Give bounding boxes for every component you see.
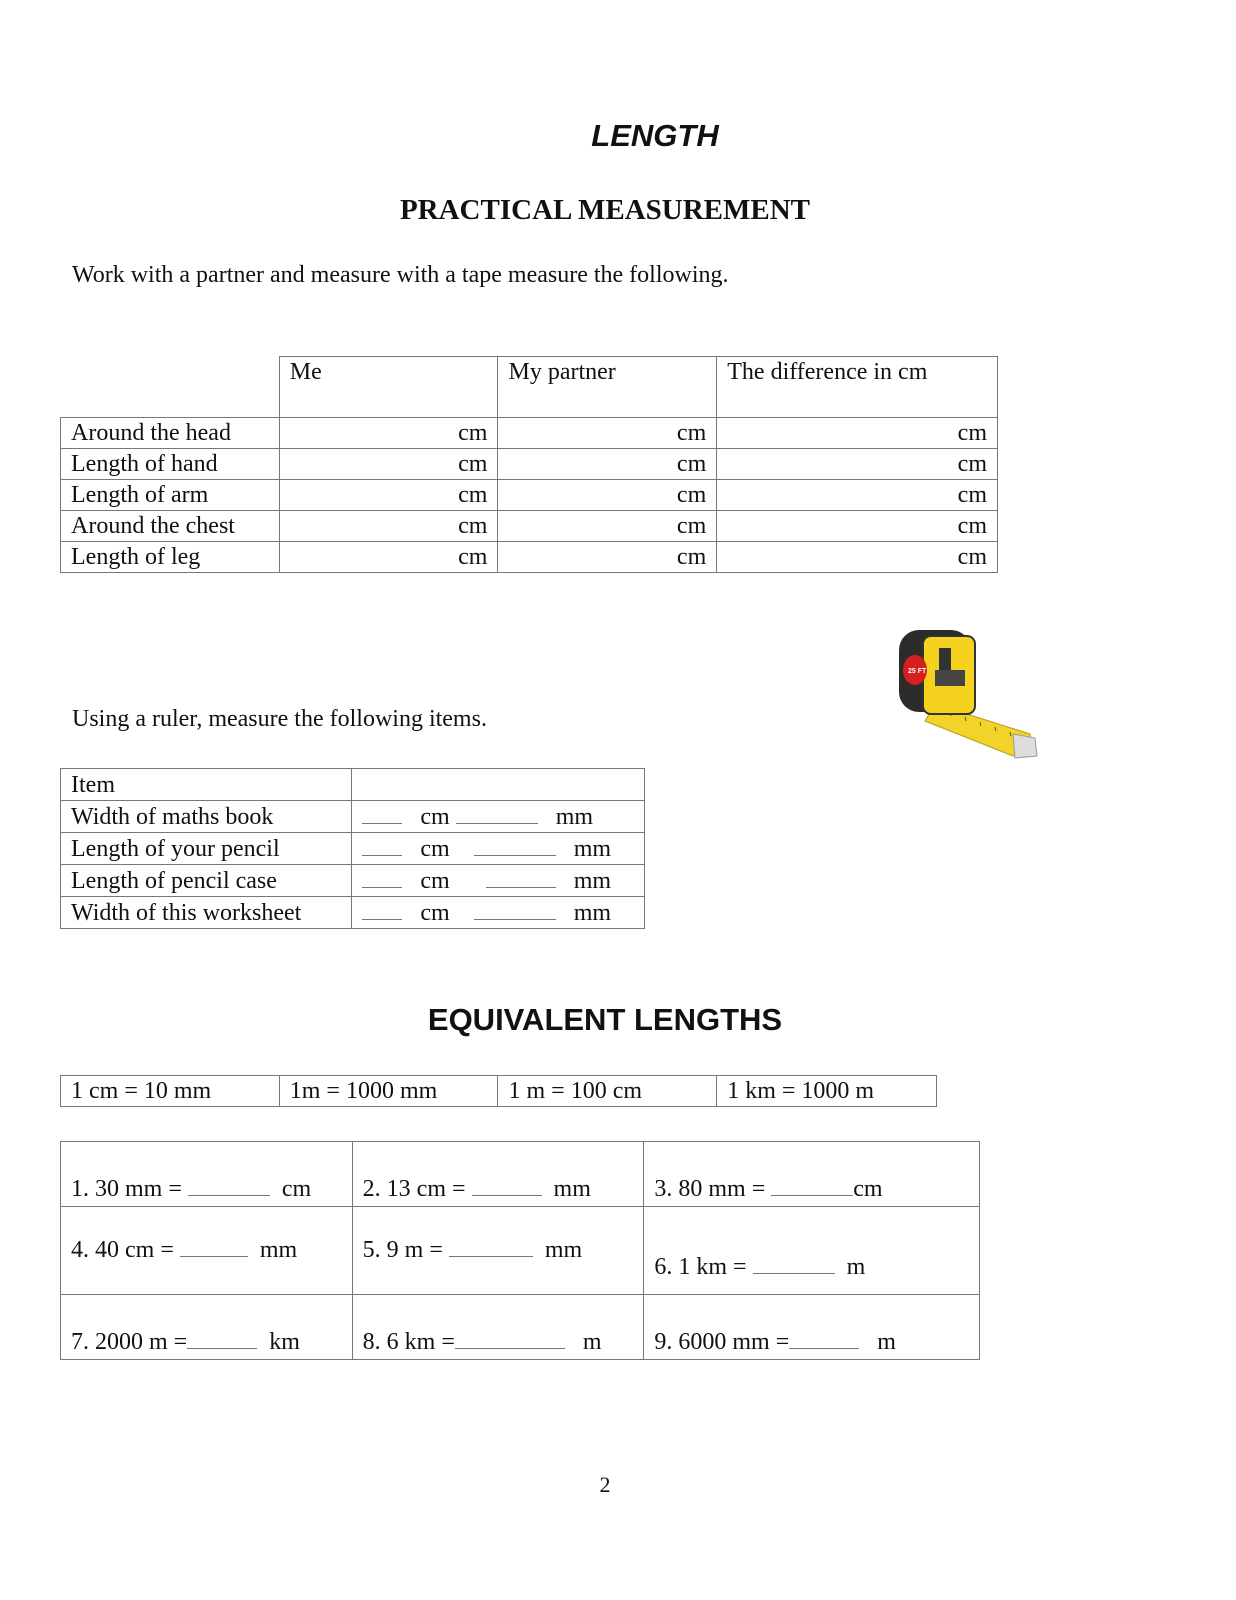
- answer-cell[interactable]: cm: [279, 418, 498, 449]
- table-row: [61, 418, 998, 449]
- answer-cell[interactable]: cm: [498, 418, 717, 449]
- col-header-difference: The difference in cm: [717, 357, 998, 418]
- answer-cell[interactable]: cm: [279, 480, 498, 511]
- answer-cell[interactable]: cm: [717, 418, 998, 449]
- equivalence-cell: 1 km = 1000 m: [717, 1076, 937, 1107]
- empty-corner-cell: [61, 357, 280, 418]
- answer-cell[interactable]: cm: [717, 480, 998, 511]
- col-header-me: Me: [279, 357, 498, 418]
- table-row: [61, 897, 645, 929]
- svg-text:25 FT: 25 FT: [908, 668, 927, 675]
- table-row: [61, 801, 645, 833]
- row-label: Length of leg: [61, 542, 280, 573]
- col-header-item: Item: [61, 769, 352, 801]
- exercise-cell[interactable]: 8. 6 km = m: [352, 1295, 644, 1360]
- table-row: [61, 833, 645, 865]
- exercise-cell[interactable]: 2. 13 cm = mm: [352, 1142, 644, 1207]
- table-row: [61, 542, 998, 573]
- page-number: 2: [599, 1472, 611, 1497]
- table-row: [61, 449, 998, 480]
- equivalence-cell: 1m = 1000 mm: [279, 1076, 498, 1107]
- answer-cell[interactable]: cm mm: [352, 897, 645, 929]
- row-label: Length of pencil case: [61, 865, 352, 897]
- answer-cell[interactable]: cm: [279, 449, 498, 480]
- answer-cell[interactable]: cm: [498, 542, 717, 573]
- exercise-cell[interactable]: 9. 6000 mm = m: [644, 1295, 980, 1360]
- answer-cell[interactable]: cm: [498, 449, 717, 480]
- section-heading-equivalent: EQUIVALENT LENGTHS: [427, 1002, 783, 1037]
- exercise-cell[interactable]: 7. 2000 m = km: [61, 1295, 353, 1360]
- col-header-partner: My partner: [498, 357, 717, 418]
- exercise-cell[interactable]: 5. 9 m = mm: [352, 1207, 644, 1295]
- row-label: Width of maths book: [61, 801, 352, 833]
- answer-cell[interactable]: cm mm: [352, 801, 645, 833]
- answer-cell[interactable]: cm: [279, 511, 498, 542]
- answer-cell[interactable]: cm: [717, 511, 998, 542]
- row-label: Length of your pencil: [61, 833, 352, 865]
- exercise-cell[interactable]: 6. 1 km = m: [644, 1207, 980, 1295]
- page-title: LENGTH: [591, 118, 719, 153]
- row-label: Around the head: [61, 418, 280, 449]
- table-row: [61, 511, 998, 542]
- exercise-cell[interactable]: 4. 40 cm = mm: [61, 1207, 353, 1295]
- ruler-measure-table: [60, 768, 645, 929]
- answer-cell[interactable]: cm mm: [352, 833, 645, 865]
- partner-measure-table: [60, 356, 998, 573]
- row-label: Length of arm: [61, 480, 280, 511]
- exercise-cell[interactable]: 3. 80 mm = cm: [644, 1142, 980, 1207]
- row-label: Width of this worksheet: [61, 897, 352, 929]
- answer-cell[interactable]: cm: [279, 542, 498, 573]
- equivalence-cell: 1 m = 100 cm: [498, 1076, 717, 1107]
- row-label: Around the chest: [61, 511, 280, 542]
- answer-cell[interactable]: cm: [498, 480, 717, 511]
- section-heading-practical: PRACTICAL MEASUREMENT: [399, 194, 811, 226]
- equivalence-table: [60, 1075, 937, 1107]
- exercise-table: [60, 1141, 980, 1360]
- col-header-blank: [352, 769, 645, 801]
- table-row: [61, 480, 998, 511]
- answer-cell[interactable]: cm: [498, 511, 717, 542]
- equivalence-cell: 1 cm = 10 mm: [61, 1076, 280, 1107]
- table-row: [61, 865, 645, 897]
- exercise-cell[interactable]: 1. 30 mm = cm: [61, 1142, 353, 1207]
- answer-cell[interactable]: cm: [717, 449, 998, 480]
- instruction-ruler: Using a ruler, measure the following items.: [72, 706, 487, 732]
- answer-cell[interactable]: cm mm: [352, 865, 645, 897]
- row-label: Length of hand: [61, 449, 280, 480]
- instruction-partner: Work with a partner and measure with a tape measure the following.: [72, 262, 729, 288]
- tape-measure-icon: [895, 626, 1040, 761]
- answer-cell[interactable]: cm: [717, 542, 998, 573]
